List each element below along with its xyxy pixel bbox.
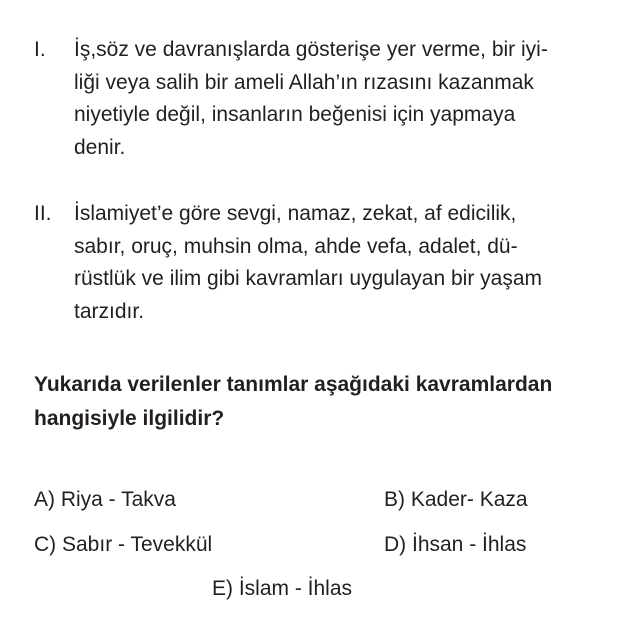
statement-1-line-3: niyetiyle değil, insanların beğenisi için yapmaya bbox=[74, 103, 516, 126]
statement-2 bbox=[34, 198, 594, 328]
question-line-1: Yukarıda verilenler tanımlar aşağıdaki kavramlardan bbox=[34, 373, 553, 396]
question-text bbox=[34, 368, 604, 436]
statement-1-line-2: liği veya salih bir ameli Allah’ın rızasını kazanmak bbox=[74, 70, 534, 94]
option-c[interactable]: C) Sabır - Tevekkül bbox=[34, 533, 213, 556]
statement-2-line-2: sabır, oruç, muhsin olma, ahde vefa, adalet, dü- bbox=[74, 234, 518, 258]
statement-2-line-3: rüstlük ve ilim gibi kavramları uygulayan bir yaşam bbox=[74, 267, 542, 290]
option-b[interactable]: B) Kader- Kaza bbox=[384, 488, 528, 511]
statement-2-line-1: İslamiyet’e göre sevgi, namaz, zekat, af edicilik, bbox=[74, 202, 517, 225]
question-line-2: hangisiyle ilgilidir? bbox=[34, 407, 225, 430]
statement-1-line-4: denir. bbox=[74, 135, 126, 159]
option-e[interactable]: E) İslam - İhlas bbox=[212, 577, 353, 600]
statement-1 bbox=[34, 34, 594, 164]
option-d[interactable]: D) İhsan - İhlas bbox=[384, 533, 527, 556]
statement-1-numeral: I. bbox=[34, 38, 46, 61]
statement-2-numeral: II. bbox=[34, 202, 52, 225]
statement-2-line-4: tarzıdır. bbox=[74, 299, 145, 323]
statement-1-line-1: İş,söz ve davranışlarda gösterişe yer verme, bir iyi- bbox=[74, 38, 548, 61]
option-a[interactable]: A) Riya - Takva bbox=[34, 488, 176, 511]
